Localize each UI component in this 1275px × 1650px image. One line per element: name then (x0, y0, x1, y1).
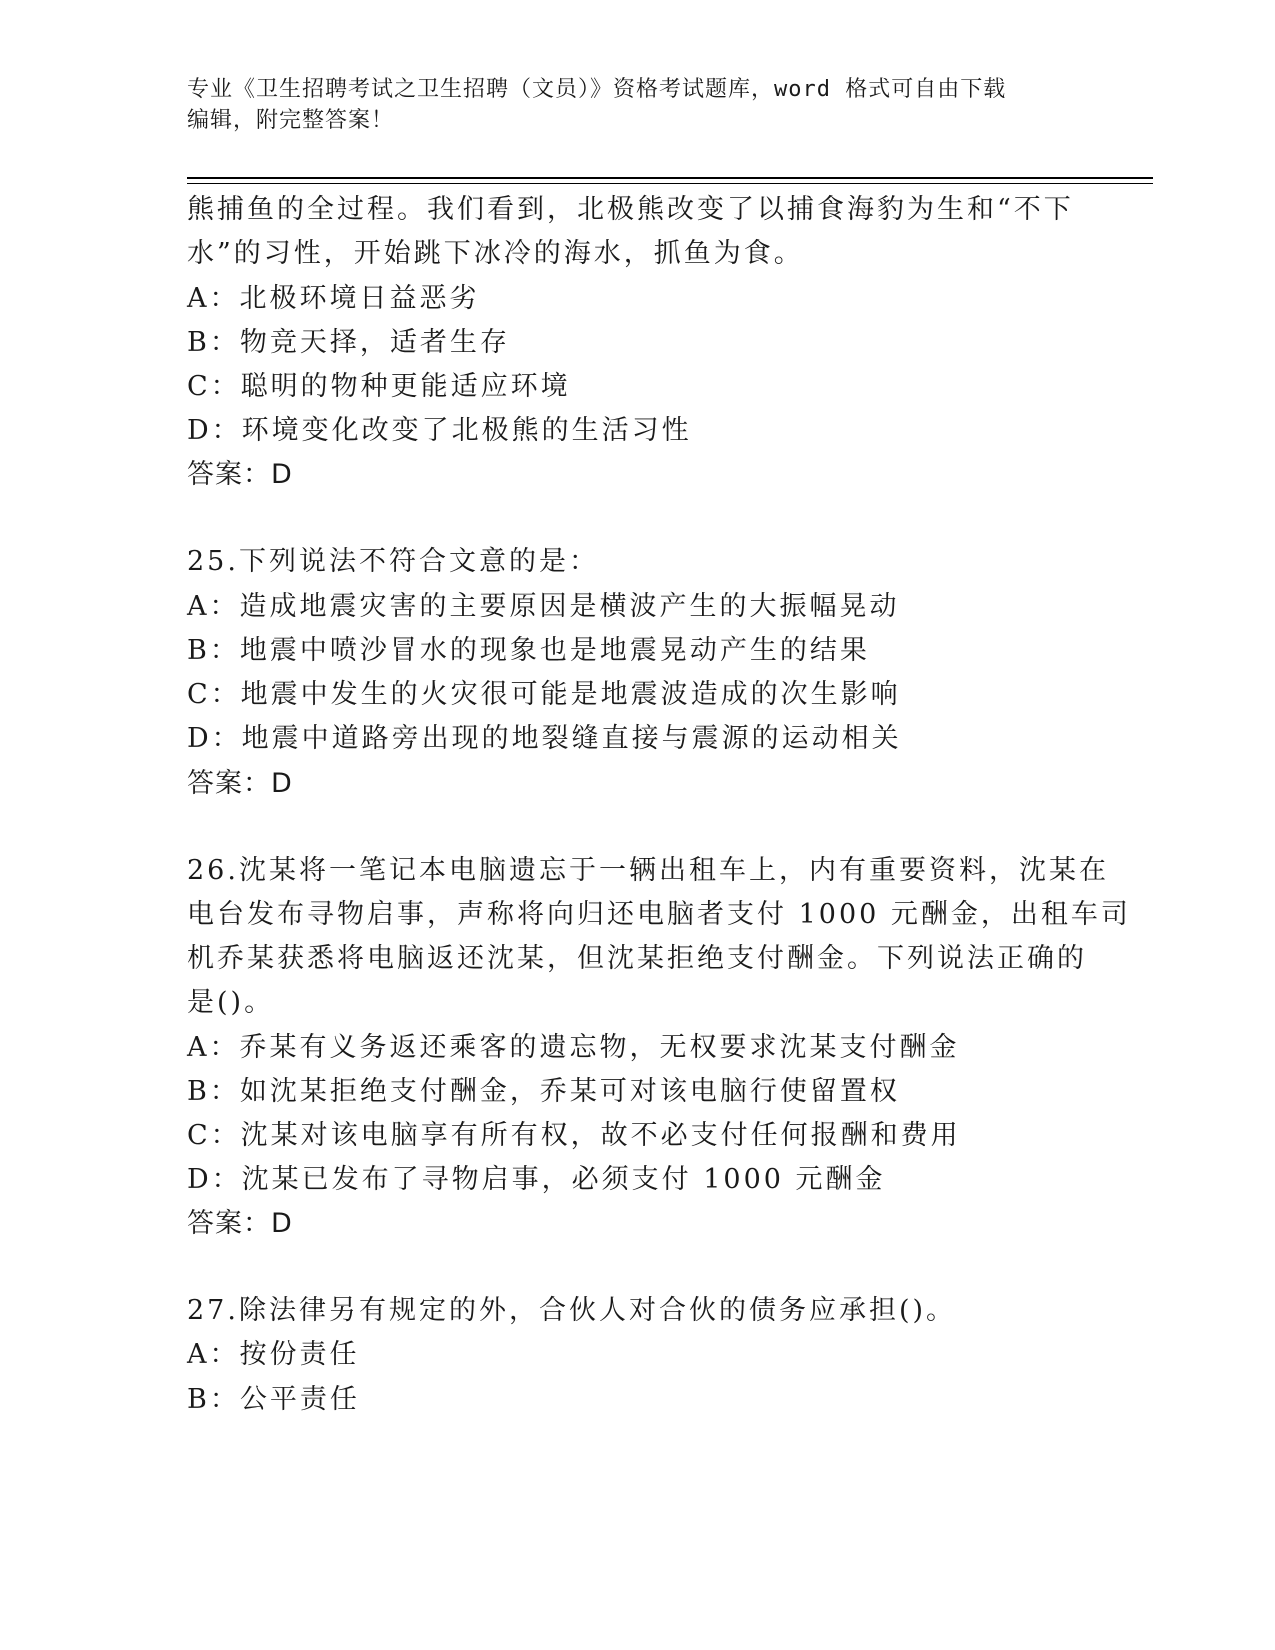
q26-stem-line-3: 机乔某获悉将电脑返还沈某，但沈某拒绝支付酬金。下列说法正确的 (187, 943, 1087, 974)
q25-stem: 25.下列说法不符合文意的是： (187, 546, 599, 577)
q24-option-d: D：环境变化改变了北极熊的生活习性 (187, 415, 692, 446)
header-line-1: 专业《卫生招聘考试之卫生招聘（文员）》资格考试题库，word 格式可自由下载 (187, 77, 1007, 102)
q27-option-b: B：公平责任 (187, 1384, 360, 1415)
q26-option-a: A：乔某有义务返还乘客的遗忘物，无权要求沈某支付酬金 (187, 1032, 960, 1063)
q26-option-c: C：沈某对该电脑享有所有权，故不必支付任何报酬和费用 (187, 1120, 961, 1151)
header-line-2: 编辑，附完整答案！ (187, 108, 395, 133)
q24-answer: 答案：D (187, 459, 293, 490)
q24-option-a: A：北极环境日益恶劣 (187, 283, 480, 314)
q25-option-b: B：地震中喷沙冒水的现象也是地震晃动产生的结果 (187, 635, 870, 666)
q24-stem-continuation-line-2: 水”的习性，开始跳下冰冷的海水，抓鱼为食。 (187, 238, 804, 269)
document-header (187, 74, 1087, 136)
q27-stem: 27.除法律另有规定的外，合伙人对合伙的债务应承担()。 (187, 1295, 957, 1326)
q25-option-d: D：地震中道路旁出现的地裂缝直接与震源的运动相关 (187, 723, 902, 754)
q26-answer: 答案：D (187, 1208, 293, 1239)
header-divider-bottom (187, 183, 1153, 184)
q25-option-c: C：地震中发生的火灾很可能是地震波造成的次生影响 (187, 679, 901, 710)
q26-stem-line-2: 电台发布寻物启事，声称将向归还电脑者支付 1000 元酬金，出租车司 (187, 899, 1131, 930)
q24-option-c: C：聪明的物种更能适应环境 (187, 371, 571, 402)
q27-option-a: A：按份责任 (187, 1339, 360, 1370)
header-divider-top (187, 177, 1153, 179)
q26-option-b: B：如沈某拒绝支付酬金，乔某可对该电脑行使留置权 (187, 1076, 900, 1107)
q26-stem-line-4: 是()。 (187, 987, 275, 1018)
q24-stem-continuation-line-1: 熊捕鱼的全过程。我们看到，北极熊改变了以捕食海豹为生和“不下 (187, 194, 1074, 225)
q25-option-a: A：造成地震灾害的主要原因是横波产生的大振幅晃动 (187, 591, 900, 622)
q25-answer: 答案：D (187, 768, 293, 799)
q26-option-d: D：沈某已发布了寻物启事，必须支付 1000 元酬金 (187, 1164, 886, 1195)
q24-option-b: B：物竞天择，适者生存 (187, 327, 510, 358)
q26-stem-line-1: 26.沈某将一笔记本电脑遗忘于一辆出租车上，内有重要资料，沈某在 (187, 855, 1109, 886)
